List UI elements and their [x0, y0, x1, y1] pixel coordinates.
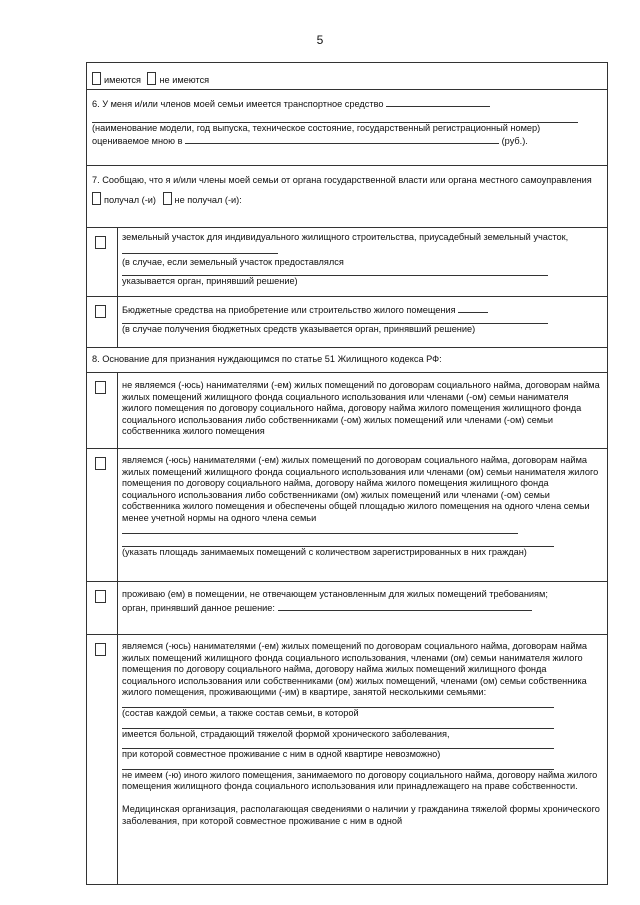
- section-6-title: 6. У меня и/или членов моей семьи имеется транспортное средство: [92, 99, 384, 109]
- budget-funds-hint: (в случае получения бюджетных средств указывается орган, принявший решение): [122, 323, 476, 334]
- page-number: 5: [316, 33, 324, 47]
- land-plot-field[interactable]: [122, 244, 278, 254]
- basis-row-1: [87, 373, 607, 449]
- section-7-title: 7. Сообщаю, что я и/или члены моей семьи от органа государственной власти или органа местного самоуправления: [92, 175, 592, 185]
- basis-row-3: [87, 582, 607, 635]
- section-8-title: 8. Основание для признания нуждающимся по статье 51 Жилищного кодекса РФ:: [92, 354, 442, 364]
- section-6: [87, 90, 607, 166]
- basis-4-sub-4: не имеем (-ю) иного жилого помещения, занимаемого по договору социального найма, договору найма жилого помещения жилищного фонда социального использования или принадлежащего на праве собственности.: [122, 769, 598, 792]
- basis-4-line-2[interactable]: [122, 720, 554, 729]
- basis-1-text: не являемся (-юсь) нанимателями (-ем) жилых помещений по договорам социального найма, договорам найма жилых помещений жилищного фонда социального использования или членами (-ом) семьи нанимателя жилого помещения по договору социального найма, договору найма жилого помещения жилищного фонда социального использования либо собственниками (-ом) жилых помещений или членами (-ом) семьи собственника жилого помещения: [122, 380, 600, 437]
- exists-checkbox[interactable]: [92, 72, 101, 85]
- budget-funds-text: Бюджетные средства на приобретение или строительство жилого помещения: [122, 305, 456, 315]
- basis-2-line-2[interactable]: [122, 534, 554, 547]
- land-plot-checkbox[interactable]: [95, 236, 106, 249]
- basis-2-line-1[interactable]: [122, 525, 518, 534]
- vehicle-detail-line[interactable]: [92, 111, 578, 123]
- exists-label: имеются: [104, 75, 141, 85]
- section-8: [87, 348, 607, 373]
- basis-4-sub-3: при которой совместное проживание с ним в одной квартире невозможно): [122, 749, 441, 760]
- value-label: оцениваемое мною в: [92, 136, 183, 147]
- basis-4-line-1[interactable]: [122, 699, 554, 708]
- basis-row-4: [87, 635, 607, 884]
- basis-1-checkbox[interactable]: [95, 381, 106, 394]
- basis-3-text: проживаю (ем) в помещении, не отвечающем установленным для жилых помещений требованиям;: [122, 589, 548, 599]
- basis-4-line-4[interactable]: [122, 761, 554, 770]
- budget-funds-checkbox[interactable]: [95, 305, 106, 318]
- basis-2-hint: (указать площадь занимаемых помещений с количеством зарегистрированных в них граждан): [122, 546, 527, 557]
- application-form: [86, 62, 608, 885]
- basis-4-sub-2: имеется больной, страдающий тяжелой формой хронического заболевания,: [122, 728, 450, 739]
- basis-4-checkbox[interactable]: [95, 643, 106, 656]
- received-checkbox[interactable]: [92, 192, 101, 205]
- budget-funds-row: [87, 297, 607, 348]
- basis-4-text: являемся (-юсь) нанимателями (-ем) жилых помещений по договорам социального найма, договорам найма жилых помещений жилищного фонда социального использования, членами (ом) семьи нанимателя жилого помещения по договору социального найма, договору найма жилых помещений жилищного фонда социального использования или собственниками (ом) жилых помещений, членами (ом) семьи собственника жилого помещения, проживающими (-им) в квартире, занятой несколькими семьями:: [122, 641, 587, 698]
- land-plot-hint-2: указывается орган, принявший решение): [122, 275, 298, 286]
- basis-row-2: [87, 449, 607, 582]
- not-received-checkbox[interactable]: [163, 192, 172, 205]
- exists-row: [87, 63, 607, 90]
- value-unit: (руб.).: [501, 136, 528, 147]
- section-6-hint: (наименование модели, год выпуска, техническое состояние, государственный регистрационный номер): [92, 122, 541, 133]
- basis-3-authority-label: орган, принявший данное решение:: [122, 602, 275, 613]
- received-label: получал (-и): [104, 194, 156, 205]
- not-received-label: не получал (-и):: [174, 194, 242, 205]
- basis-4-sub-1: (состав каждой семьи, а также состав семьи, в которой: [122, 707, 359, 718]
- basis-2-checkbox[interactable]: [95, 457, 106, 470]
- not-exists-checkbox[interactable]: [147, 72, 156, 85]
- basis-4-sub-5: Медицинская организация, располагающая сведениями о наличии у гражданина тяжелой формы хронического заболевания, при которой совместное проживание с ним в одной: [122, 803, 600, 826]
- basis-3-checkbox[interactable]: [95, 590, 106, 603]
- basis-2-text: являемся (-юсь) нанимателями (-ем) жилых помещений по договорам социального найма, договорам найма жилых помещений жилищного фонда социального использования или членами (ом) семьи нанимателя жилого помещения по договору социального найма, договору найма жилого помещения жилищного фонда социального использования либо собственниками (ом) жилых помещений или членами (-ом) семьи собственника жилого помещения и обеспечены общей площадью жилого помещения на одного члена семьи менее учетной нормы на одного члена семьи: [122, 455, 599, 523]
- vehicle-field[interactable]: [386, 97, 490, 107]
- land-plot-authority-line[interactable]: [122, 269, 548, 276]
- basis-3-authority-field[interactable]: [278, 601, 532, 611]
- not-exists-label: не имеются: [159, 75, 210, 85]
- value-field[interactable]: [185, 134, 499, 144]
- land-plot-hint-1: (в случае, если земельный участок предоставлялся: [122, 257, 344, 268]
- land-plot-text: земельный участок для индивидуального жилищного строительства, приусадебный земельный участок,: [122, 232, 569, 242]
- land-plot-row: [87, 228, 607, 297]
- basis-4-line-3[interactable]: [122, 740, 554, 749]
- budget-authority-line[interactable]: [122, 317, 548, 324]
- section-7: [87, 166, 607, 228]
- budget-funds-field[interactable]: [458, 303, 488, 313]
